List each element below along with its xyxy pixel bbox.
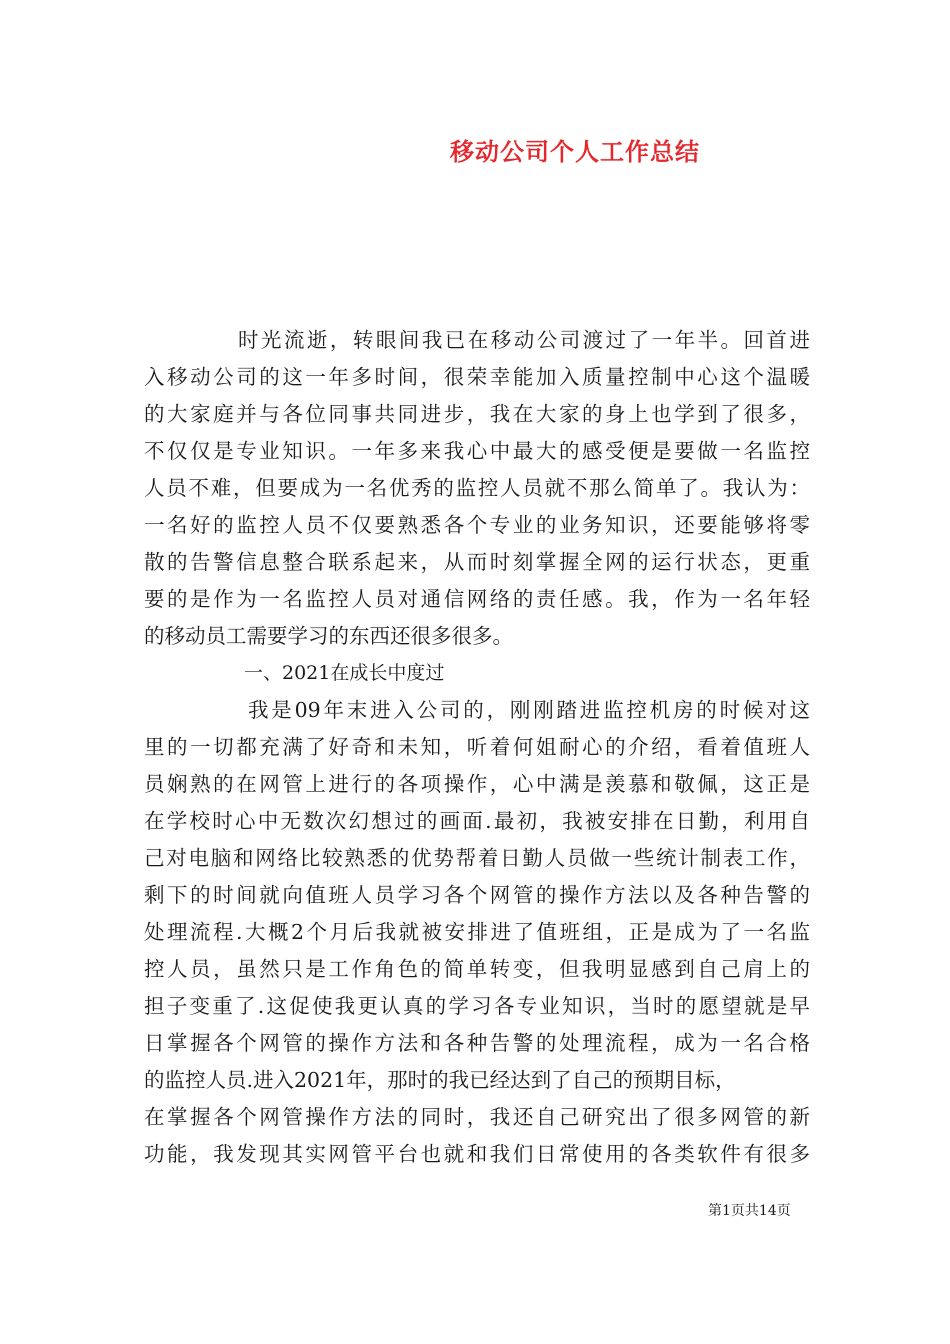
page-number: 第1页共14页 bbox=[708, 1203, 791, 1219]
paragraph-line: 在学校时心中无数次幻想过的画面.最初，我被安排在日勤，利用自 bbox=[144, 809, 810, 833]
paragraph-line: 时光流逝，转眼间我已在移动公司渡过了一年半。回首进 bbox=[238, 328, 810, 352]
paragraph-line: 处理流程.大概2个月后我就被安排进了值班组，正是成为了一名监 bbox=[144, 920, 810, 944]
paragraph-line: 要的是作为一名监控人员对通信网络的责任感。我，作为一名年轻 bbox=[144, 587, 810, 611]
paragraph-line: 己对电脑和网络比较熟悉的优势帮着日勤人员做一些统计制表工作， bbox=[144, 846, 810, 870]
document-body bbox=[144, 322, 810, 1173]
paragraph-line: 功能，我发现其实网管平台也就和我们日常使用的各类软件有很多 bbox=[144, 1142, 810, 1166]
paragraph-line: 在掌握各个网管操作方法的同时，我还自己研究出了很多网管的新 bbox=[144, 1105, 810, 1129]
paragraph-line: 我是09年末进入公司的，刚刚踏进监控机房的时候对这 bbox=[248, 698, 810, 722]
paragraph-line: 一名好的监控人员不仅要熟悉各个专业的业务知识，还要能够将零 bbox=[144, 513, 810, 537]
paragraph-line: 不仅仅是专业知识。一年多来我心中最大的感受便是要做一名监控 bbox=[144, 439, 810, 463]
paragraph-line: 员娴熟的在网管上进行的各项操作，心中满是羡慕和敬佩，这正是 bbox=[144, 772, 810, 796]
paragraph-line: 日掌握各个网管的操作方法和各种告警的处理流程，成为一名合格 bbox=[144, 1031, 810, 1055]
paragraph-line: 入移动公司的这一年多时间，很荣幸能加入质量控制中心这个温暖 bbox=[144, 365, 810, 389]
paragraph-line: 里的一切都充满了好奇和未知，听着何姐耐心的介绍，看着值班人 bbox=[144, 735, 810, 759]
paragraph-line: 散的告警信息整合联系起来，从而时刻掌握全网的运行状态，更重 bbox=[144, 550, 810, 574]
document-title: 移动公司个人工作总结 bbox=[450, 138, 700, 166]
paragraph-line: 的移动员工需要学习的东西还很多很多。 bbox=[144, 624, 513, 648]
paragraph-line: 人员不难，但要成为一名优秀的监控人员就不那么简单了。我认为： bbox=[144, 476, 810, 500]
paragraph-line: 的监控人员.进入2021年，那时的我已经达到了自己的预期目标， bbox=[144, 1068, 736, 1092]
paragraph-line: 控人员，虽然只是工作角色的简单转变，但我明显感到自己肩上的 bbox=[144, 957, 810, 981]
paragraph-line: 剩下的时间就向值班人员学习各个网管的操作方法以及各种告警的 bbox=[144, 883, 810, 907]
section-heading: 一、2021在成长中度过 bbox=[244, 662, 445, 684]
paragraph-line: 的大家庭并与各位同事共同进步，我在大家的身上也学到了很多， bbox=[144, 402, 810, 426]
paragraph-line: 担子变重了.这促使我更认真的学习各专业知识，当时的愿望就是早 bbox=[144, 994, 810, 1018]
